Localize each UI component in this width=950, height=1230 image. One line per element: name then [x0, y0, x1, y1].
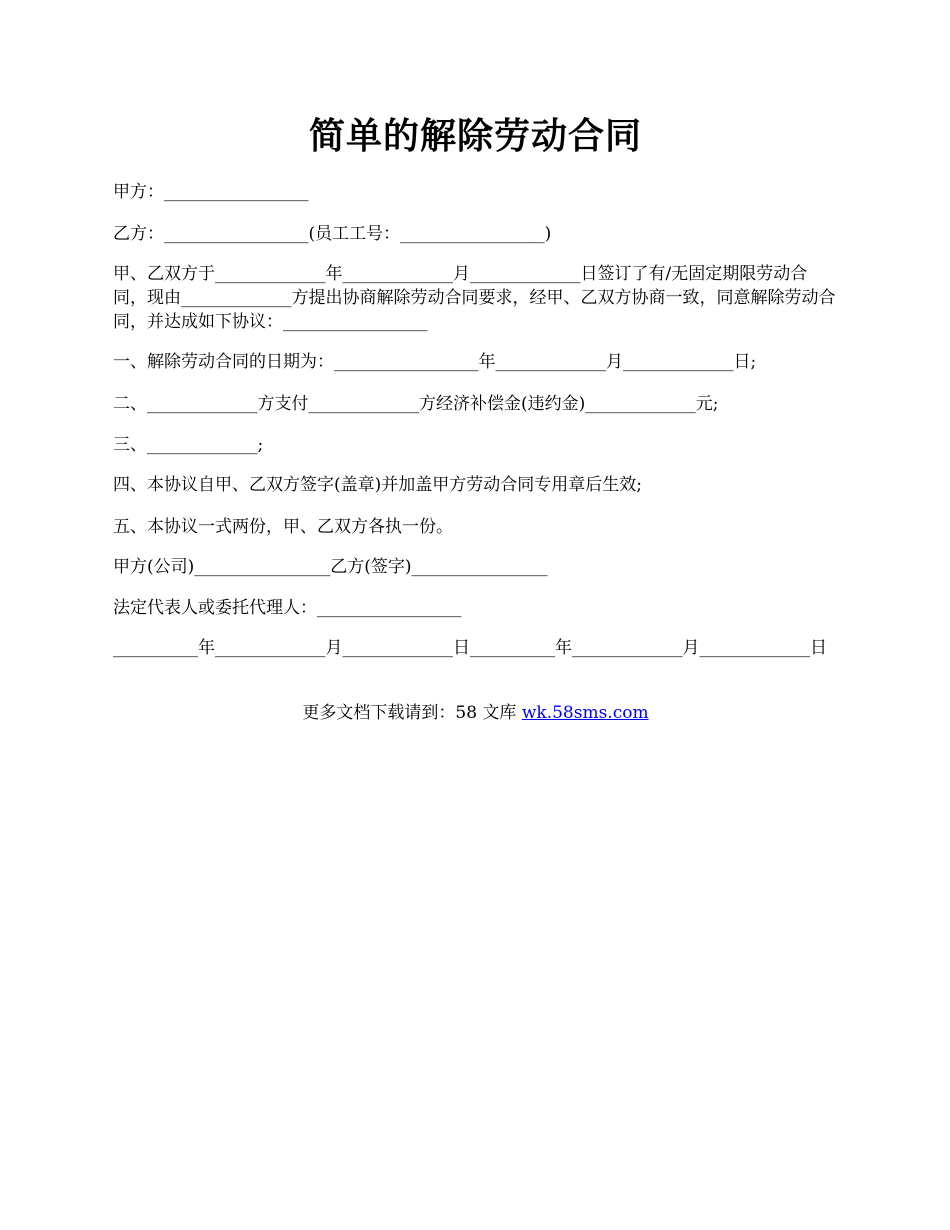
date-line: __________年_____________月_____________日__________年_____________月_____________日	[113, 638, 827, 658]
clause-5: 五、本协议一式两份，甲、乙双方各执一份。	[113, 517, 453, 537]
party-b-line: 乙方：_________________(员工工号：_________________)	[113, 224, 552, 244]
footer-text: 更多文档下载请到：58 文库	[302, 703, 522, 723]
clause-2: 二、_____________方支付_____________方经济补偿金(违约金)_____________元;	[113, 394, 719, 414]
party-a-line: 甲方：_________________	[113, 182, 309, 202]
document-title: 简单的解除劳动合同	[308, 115, 642, 157]
clause-1: 一、解除劳动合同的日期为：_________________年_____________月_____________日;	[113, 352, 757, 372]
preamble-paragraph: 甲、乙双方于_____________年_____________月_____________日签订了有/无固定期限劳动合同，现由_____________方提出协商解除劳动合同要求，经甲、乙双方协商一致，同意解除劳动合同，并达成如下协议：_________________	[113, 264, 836, 332]
representative-line: 法定代表人或委托代理人：_________________	[113, 598, 462, 618]
clause-4: 四、本协议自甲、乙双方签字(盖章)并加盖甲方劳动合同专用章后生效;	[113, 475, 642, 495]
clause-3: 三、_____________;	[113, 435, 264, 455]
footer	[113, 701, 838, 725]
signature-line: 甲方(公司)________________乙方(签字)________________	[113, 557, 548, 577]
footer-link[interactable]: wk.58sms.com	[521, 703, 649, 723]
